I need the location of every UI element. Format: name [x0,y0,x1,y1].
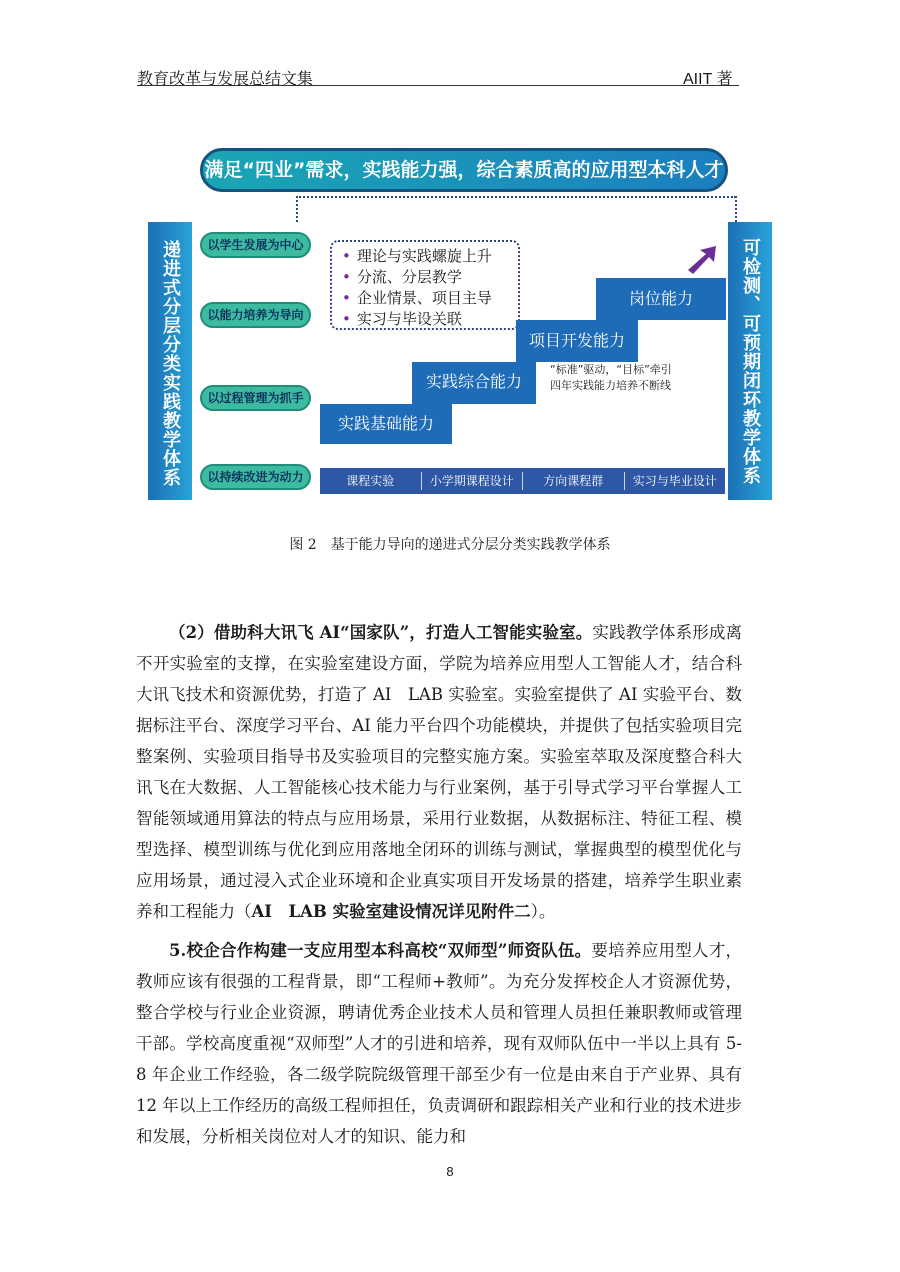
left-vertical-bar: 递进式分层分类实践教学体系 [148,222,192,500]
page-number: 8 [446,1164,454,1179]
bullet-item: • 实习与毕设关联 [342,310,462,328]
step-basic-practice: 实践基础能力 [320,404,452,444]
bullet-box [330,240,520,330]
figure-banner: 满足“四业”需求，实践能力强，综合素质高的应用型本科人才 [200,148,728,192]
dotted-connector [296,196,736,198]
figure-caption: 图 2 基于能力导向的递进式分层分类实践教学体系 [289,537,611,553]
figure-practice-system [148,140,772,502]
step-project-development: 项目开发能力 [516,320,638,362]
pill-continuous-improvement: 以持续改进为动力 [200,464,311,490]
paragraph-ai-lab: （2）借助科大讯飞 AI“国家队”，打造人工智能实验室。实践教学体系形成离不开实验室的支撑，在实验室建设方面，学院为培养应用型人工智能人才，结合科大讯飞技术和资源优势，打造了 AI LAB 实验室。实验室提供了 AI 实验平台、数据标注平台、深度学习平台、AI 能力平台四个功能模块，并提供了包括实验项目完整案例、实验项目指导书及实验项目的完整实施方案。实验室萃取及深度整合科大讯飞在大数据、人工智能核心技术能力与行业案例，基于引导式学习平台掌握人工智能领域通用算法的特点与应用场景，采用行业数据，从数据标注、特征工程、模型选择、模型训练与优化到应用落地全闭环的训练与测试，掌握典型的模型优化与应用场景，通过浸入式企业环境和企业真实项目开发场景的搭建，培养学生职业素养和工程能力（AI LAB 实验室建设情况详见附件二）。 [136,623,742,921]
bullet-item: • 企业情景、项目主导 [342,289,492,307]
header-author: AIIT 著 [683,71,733,88]
course-item: 小学期课程设计 [422,472,524,490]
step-comprehensive-practice: 实践综合能力 [412,362,536,404]
arrow-up-right-icon [684,244,720,274]
bullet-item: • 理论与实践螺旋上升 [342,247,492,265]
course-item: 课程实验 [320,472,422,490]
paragraph-dual-teacher: 5.校企合作构建一支应用型本科高校“双师型”师资队伍。要培养应用型人才，教师应该有很强的工程背景，即“工程师+教师”。为充分发挥校企人才资源优势，整合学校与行业企业资源，聘请优秀企业技术人员和管理人员担任兼职教师或管理干部。学校高度重视“双师型”人才的引进和培养，现有双师队伍中一半以上具有 5-8 年企业工作经验，各二级学院院级管理干部至少有一位是由来自于产业界、具有 12 年以上工作经历的高级工程师担任，负责调研和跟踪相关产业和行业的技术进步和发展，分析相关岗位对人才的知识、能力和 [136,941,742,1146]
course-item: 实习与毕业设计 [632,474,717,488]
header-rule [137,85,739,86]
step-job-ability: 岗位能力 [596,278,726,320]
dotted-connector-left [296,196,298,222]
right-vertical-bar: 可检测、可预期闭环教学体系 [728,222,772,500]
header-title: 教育改革与发展总结文集 [137,69,314,88]
figure-note: “标准”驱动，“目标”牵引 四年实践能力培养不断线 [550,363,672,392]
course-item: 方向课程群 [523,472,625,490]
dotted-connector-right [735,196,737,222]
pill-student-centered: 以学生发展为中心 [200,232,311,258]
pill-process-management: 以过程管理为抓手 [200,385,311,411]
course-bar [320,468,725,494]
bullet-item: • 分流、分层教学 [342,268,462,286]
pill-ability-oriented: 以能力培养为导向 [200,302,311,328]
